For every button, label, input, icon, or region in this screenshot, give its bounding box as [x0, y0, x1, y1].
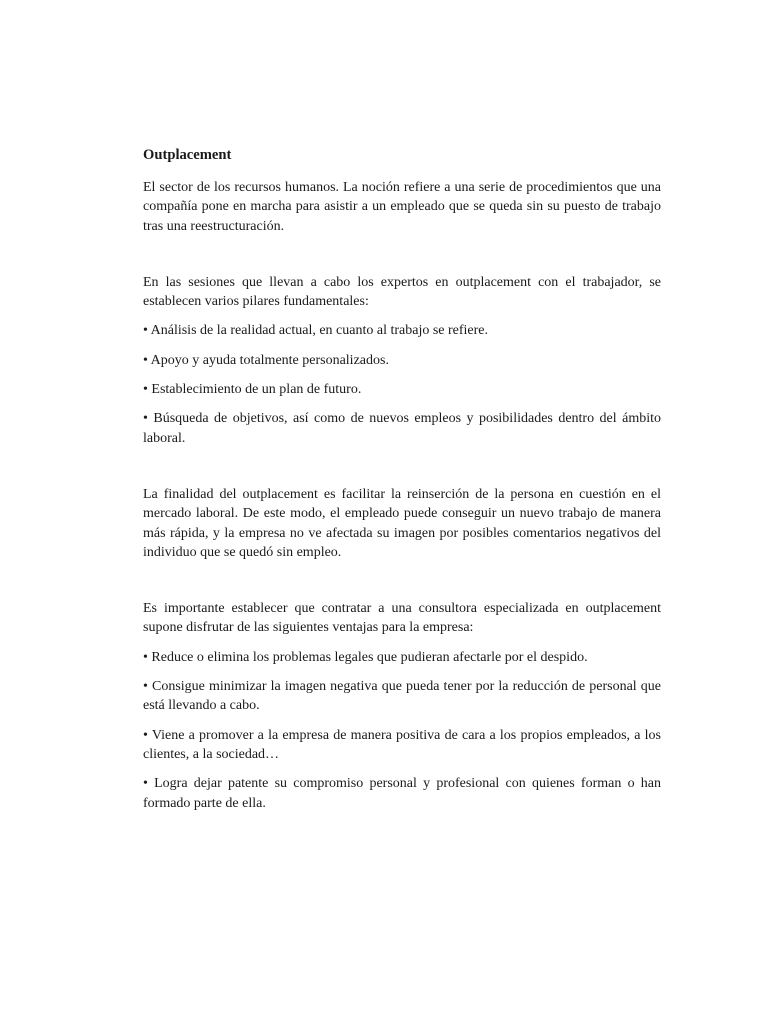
document-title: Outplacement [143, 147, 232, 163]
advantage-item: • Reduce o elimina los problemas legales que pudieran afectarle por el despido. [143, 649, 588, 665]
advantage-item: • Logra dejar patente su compromiso personal y profesional con quienes forman o han formado parte de ella. [143, 776, 661, 811]
purpose-paragraph: La finalidad del outplacement es facilitar la reinserción de la persona en cuestión en el mercado laboral. De este modo, el empleado puede conseguir un nuevo trabajo de manera más rápida, y la empresa no ve afectada su imagen por posibles comentarios negativos del individuo que se quedó sin empleo. [143, 486, 661, 560]
intro-paragraph: El sector de los recursos humanos. La noción refiere a una serie de procedimientos que una compañía pone en marcha para asistir a un empleado que se queda sin su puesto de trabajo tras una reestructuración. [143, 180, 661, 234]
advantage-item: • Consigue minimizar la imagen negativa que pueda tener por la reducción de personal que está llevando a cabo. [143, 679, 661, 714]
pillar-item: • Establecimiento de un plan de futuro. [143, 382, 362, 398]
pillar-item: • Análisis de la realidad actual, en cuanto al trabajo se refiere. [143, 323, 489, 339]
advantages-intro-paragraph: Es importante establecer que contratar a una consultora especializada en outplacement supone disfrutar de las siguientes ventajas para la empresa: [143, 601, 661, 636]
pillar-item: • Apoyo y ayuda totalmente personalizados. [143, 352, 389, 368]
sessions-intro-paragraph: En las sesiones que llevan a cabo los expertos en outplacement con el trabajador, se establecen varios pilares fundamentales: [143, 274, 661, 310]
advantage-item: • Viene a promover a la empresa de manera positiva de cara a los propios empleados, a los clientes, a la sociedad… [143, 727, 661, 762]
document-page [143, 146, 661, 813]
pillar-item: • Búsqueda de objetivos, así como de nuevos empleos y posibilidades dentro del ámbito laboral. [143, 411, 661, 446]
